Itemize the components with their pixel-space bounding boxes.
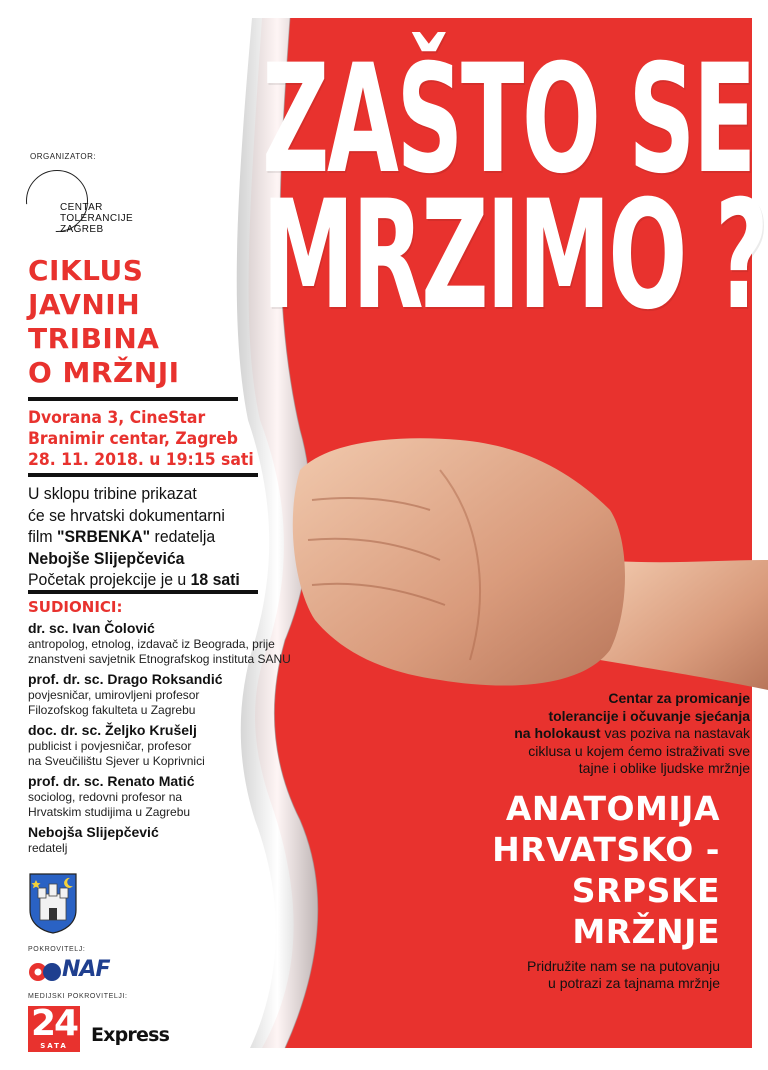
participant-name: prof. dr. sc. Drago Roksandić [28, 671, 223, 687]
film-info [28, 483, 240, 591]
participant-name: prof. dr. sc. Renato Matić [28, 773, 195, 789]
film-line: će se hrvatski dokumentarni [28, 505, 225, 525]
participant-name: Nebojša Slijepčević [28, 824, 159, 840]
media-sponsor-label: MEDIJSKI POKROVITELJI: [28, 993, 128, 1000]
participant-name: dr. sc. Ivan Čolović [28, 620, 155, 636]
film-line: film "SRBENKA" redatelja [28, 527, 216, 546]
cycle-title-line: CIKLUS [28, 254, 144, 287]
invite-text [412, 690, 750, 778]
film-start: Početak projekcije je u 18 sati [28, 570, 240, 589]
participant-name: doc. dr. sc. Željko Krušelj [28, 722, 197, 738]
participants-label: SUDIONICI: [28, 598, 123, 616]
participant-desc: na Sveučilištu Sjever u Koprivnici [28, 754, 205, 768]
invite-line: ciklusa u kojem ćemo istraživati sve [528, 742, 750, 759]
anatomy-title [420, 788, 720, 952]
anatomy-line: HRVATSKO - [492, 830, 720, 869]
headline-line-2: MRZIMO ? [262, 169, 767, 343]
join-line: Pridružite nam se na putovanju [527, 958, 720, 974]
divider [28, 397, 238, 401]
participant-desc: Hrvatskim studijima u Zagrebu [28, 805, 191, 819]
anatomy-line: MRŽNJE [572, 912, 720, 951]
invite-line: tolerancije i očuvanje sjećanja [548, 707, 750, 724]
participant-desc: Filozofskog fakulteta u Zagrebu [28, 703, 196, 717]
express-logo: Express [91, 1024, 170, 1046]
divider [28, 590, 258, 594]
main-headline [262, 33, 767, 343]
film-title: "SRBENKA" [56, 527, 151, 546]
logo-24-sub: SATA [40, 1042, 68, 1050]
logo-line: ZAGREB [60, 224, 104, 235]
logo-24-number: 24 [30, 1003, 78, 1044]
venue-info [28, 408, 254, 471]
join-line: u potrazi za tajnama mržnje [548, 975, 720, 991]
film-director: Nebojše Slijepčevića [28, 548, 185, 568]
24sata-logo [28, 1003, 80, 1052]
participant-desc: antropolog, etnolog, izdavač iz Beograda, prije [28, 637, 275, 651]
venue-line: Branimir centar, Zagreb [28, 429, 238, 449]
participant-desc: sociolog, redovni profesor na [28, 790, 183, 804]
participant-desc: publicist i povjesničar, profesor [28, 739, 192, 753]
venue-date: 28. 11. 2018. u 19:15 sati [28, 450, 254, 470]
divider [28, 473, 258, 477]
participant [28, 773, 318, 820]
invite-line: na holokaust vas poziva na nastavak [514, 725, 750, 741]
participant [28, 824, 318, 856]
naf-logo-text: NAF [62, 957, 110, 982]
logo-line: TOLERANCIJE [60, 213, 134, 224]
participant-desc: povjesničar, umirovljeni profesor [28, 688, 200, 702]
participant [28, 671, 318, 718]
logo-line: CENTAR [60, 202, 103, 213]
anatomy-line: SRPSKE [571, 871, 720, 910]
participant-desc: redatelj [28, 841, 68, 855]
zagreb-coat-of-arms-icon [28, 872, 78, 934]
cycle-title [28, 254, 180, 390]
cycle-title-line: TRIBINA [28, 322, 160, 355]
participant [28, 722, 318, 769]
sponsor-label: POKROVITELJ: [28, 946, 86, 953]
organizer-logo-text [60, 202, 133, 235]
join-text [420, 958, 720, 992]
invite-line: tajne i oblike ljudske mržnje [578, 760, 750, 776]
venue-line: Dvorana 3, CineStar [28, 408, 206, 428]
invite-line: Centar za promicanje [608, 690, 750, 706]
organizer-label: ORGANIZATOR: [30, 152, 97, 161]
participant [28, 620, 318, 667]
participants-list [28, 620, 318, 860]
anatomy-line: ANATOMIJA [505, 789, 720, 828]
participant-desc: znanstveni savjetnik Etnografskog instituta SANU [28, 652, 291, 666]
cycle-title-line: JAVNIH [28, 288, 141, 321]
headline-line-1: ZAŠTO SE [262, 33, 754, 207]
cycle-title-line: O MRŽNJI [28, 356, 180, 389]
film-line: U sklopu tribine prikazat [28, 484, 197, 503]
